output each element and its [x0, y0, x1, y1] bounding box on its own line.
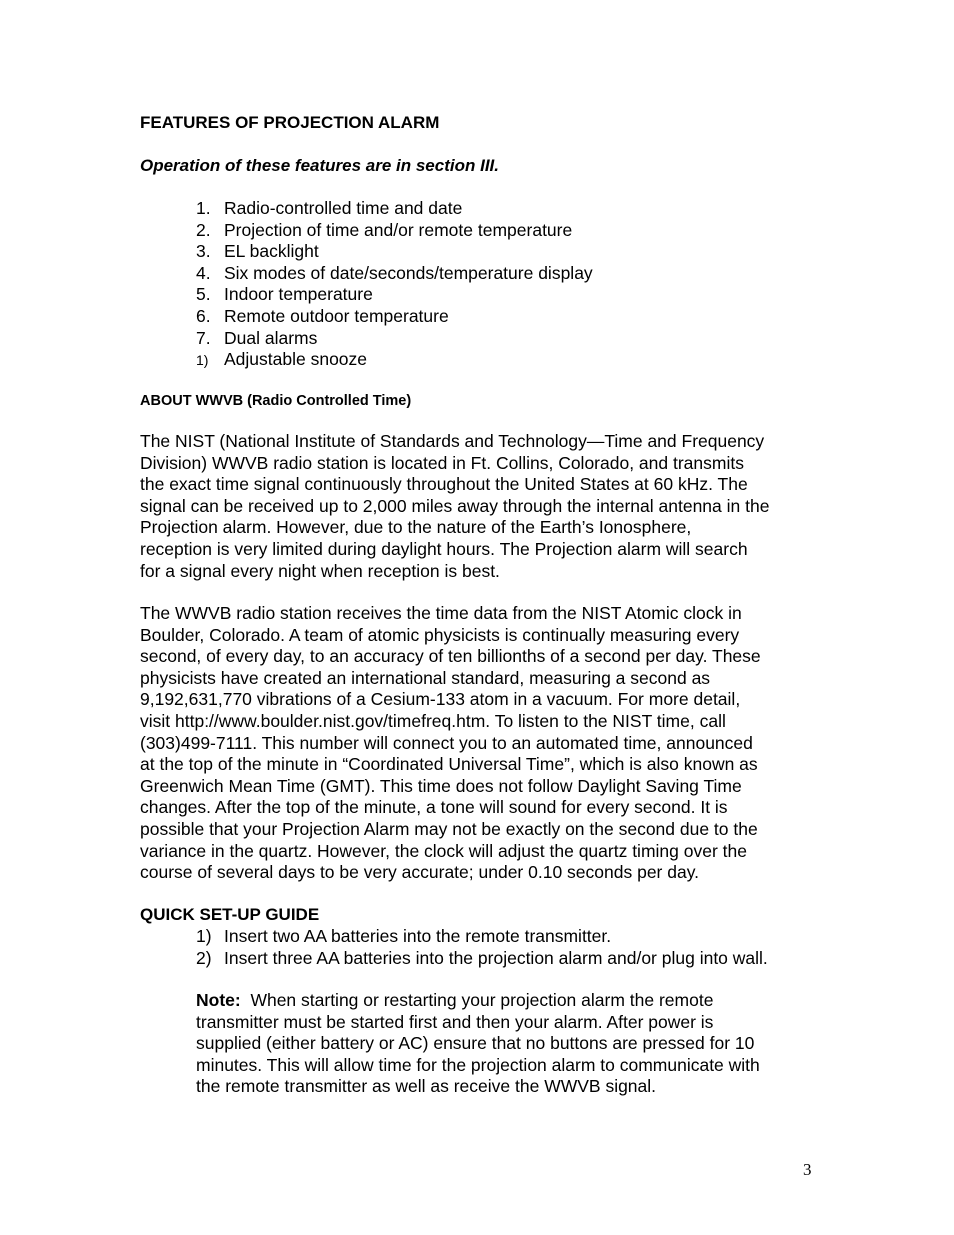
list-item: [196, 926, 768, 948]
paragraph-line: transmitter must be started first and then your alarm. After power is: [196, 1011, 714, 1032]
paragraph-line: variance in the quartz. However, the clock will adjust the quartz timing over the: [140, 840, 747, 861]
paragraph-line: 9,192,631,770 vibrations of a Cesium-133 atom in a vacuum. For more detail,: [140, 689, 741, 710]
list-text: Projection of time and/or remote temperature: [224, 219, 573, 240]
paragraph-line: the exact time signal continuously throughout the United States at 60 kHz. The: [140, 474, 748, 495]
list-number: 2): [196, 947, 212, 968]
list-item: [196, 328, 593, 350]
list-number: 6.: [196, 305, 211, 326]
list-item: [196, 263, 593, 285]
paragraph-line: The WWVB radio station receives the time data from the NIST Atomic clock in: [140, 603, 742, 623]
paragraph-line: Division) WWVB radio station is located in Ft. Collins, Colorado, and transmits: [140, 452, 744, 473]
list-text: Radio-controlled time and date: [224, 198, 463, 218]
list-item: [196, 284, 593, 306]
list-item: [196, 349, 593, 372]
paragraph-line: for a signal every night when reception is best.: [140, 560, 500, 581]
section-heading-about-wwvb: ABOUT WWVB (Radio Controlled Time): [140, 393, 412, 409]
paragraph-line: Greenwich Mean Time (GMT). This time does not follow Daylight Saving Time: [140, 775, 742, 796]
paragraph-line: second, of every day, to an accuracy of ten billionths of a second per day. These: [140, 646, 761, 667]
list-text: Dual alarms: [224, 327, 318, 348]
list-item: [196, 948, 768, 970]
section-heading-quick-setup: QUICK SET-UP GUIDE: [140, 905, 320, 924]
paragraph-about-nist: [140, 431, 830, 582]
paragraph-line: Projection alarm. However, due to the nature of the Earth’s Ionosphere,: [140, 517, 692, 538]
paragraph-line: visit http://www.boulder.nist.gov/timefreq.htm. To listen to the NIST time, call: [140, 710, 726, 731]
list-number: 1): [196, 926, 212, 946]
list-item: [196, 241, 593, 263]
list-number: 1.: [196, 198, 211, 218]
features-list: [196, 198, 593, 372]
paragraph-line: Boulder, Colorado. A team of atomic physicists is continually measuring every: [140, 624, 740, 645]
paragraph-line: the remote transmitter as well as receive the WWVB signal.: [196, 1076, 657, 1097]
paragraph-line: changes. After the top of the minute, a tone will sound for every second. It is: [140, 797, 728, 818]
list-number: 2.: [196, 219, 211, 240]
note-text: When starting or restarting your projection alarm the remote: [240, 990, 714, 1010]
paragraph-line: course of several days to be very accurate; under 0.10 seconds per day.: [140, 862, 700, 883]
list-text: Adjustable snooze: [224, 349, 368, 370]
features-subtitle: Operation of these features are in section III.: [140, 156, 499, 175]
list-text: EL backlight: [224, 241, 319, 262]
list-text: Insert two AA batteries into the remote transmitter.: [224, 926, 612, 946]
list-number: 3.: [196, 241, 211, 262]
list-number: 1): [196, 352, 209, 369]
paragraph-line: supplied (either battery or AC) ensure that no buttons are pressed for 10: [196, 1033, 755, 1054]
paragraph-line: at the top of the minute in “Coordinated Universal Time”, which is also known as: [140, 754, 758, 775]
setup-note: [196, 990, 826, 1098]
paragraph-line: The NIST (National Institute of Standards and Technology—Time and Frequency: [140, 431, 765, 451]
list-number: 5.: [196, 284, 211, 305]
section-heading-features: FEATURES OF PROJECTION ALARM: [140, 113, 440, 132]
list-text: Remote outdoor temperature: [224, 305, 449, 326]
page-number: 3: [803, 1160, 812, 1179]
paragraph-line: (303)499-7111. This number will connect you to an automated time, announced: [140, 732, 753, 753]
paragraph-atomic-clock: [140, 603, 830, 884]
paragraph-line: possible that your Projection Alarm may not be exactly on the second due to the: [140, 818, 758, 839]
list-text: Insert three AA batteries into the projection alarm and/or plug into wall.: [224, 947, 768, 968]
paragraph-line: [196, 990, 826, 1012]
setup-steps-list: [196, 926, 768, 969]
list-number: 7.: [196, 327, 211, 348]
list-item: [196, 220, 593, 242]
paragraph-line: reception is very limited during daylight hours. The Projection alarm will search: [140, 538, 748, 559]
list-text: Indoor temperature: [224, 284, 373, 305]
list-number: 4.: [196, 262, 211, 283]
paragraph-line: physicists have created an international standard, measuring a second as: [140, 667, 711, 688]
list-text: Six modes of date/seconds/temperature display: [224, 262, 593, 283]
list-item: [196, 198, 593, 220]
list-item: [196, 306, 593, 328]
paragraph-line: minutes. This will allow time for the projection alarm to communicate with: [196, 1054, 760, 1075]
note-label: Note:: [196, 990, 241, 1010]
paragraph-line: signal can be received up to 2,000 miles away through the internal antenna in the: [140, 495, 770, 516]
